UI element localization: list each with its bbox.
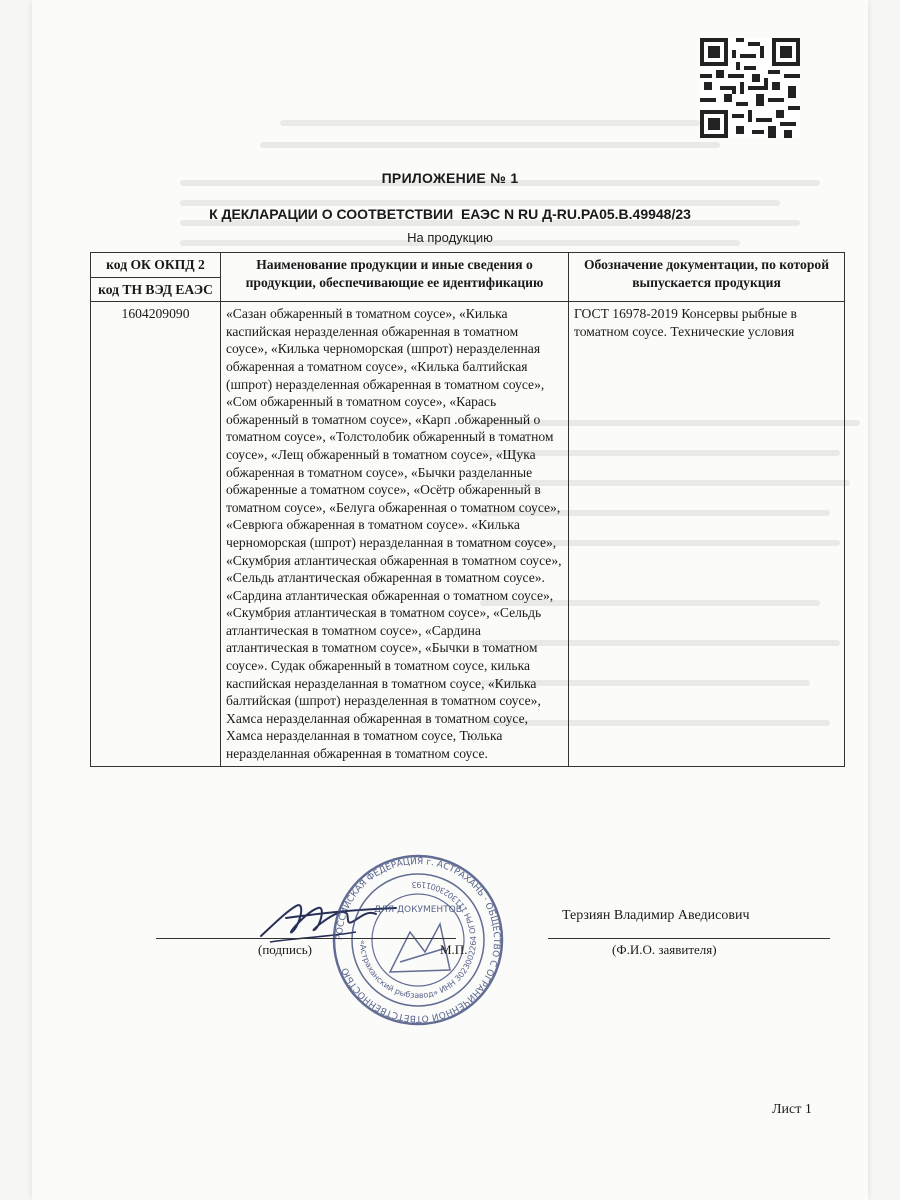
product-table [90, 252, 845, 767]
header-documentation: Обозначение документации, по которой выпускается продукция [569, 253, 845, 302]
signature-label: (подпись) [258, 942, 312, 957]
header-tnved: код ТН ВЭД ЕАЭС [91, 277, 221, 302]
round-seal [330, 852, 506, 1028]
standard-document: ГОСТ 16978-2019 Консервы рыбные в томатном соусе. Технические условия [569, 302, 845, 766]
for-product-label: На продукцию [407, 230, 493, 245]
header-okpd: код ОК ОКПД 2 [91, 253, 221, 278]
signature-line [156, 938, 456, 939]
qr-code [700, 38, 800, 138]
sheet-number: Лист 1 [772, 1102, 812, 1117]
header-product-name: Наименование продукции и иные сведения о продукции, обеспечивающие ее идентификацию [221, 253, 569, 302]
product-code: 1604209090 [91, 302, 221, 766]
seal-inner-text: «Астраханский рыбзавод» ИНН 3023002264 ОГРН 1113023001193 [357, 879, 479, 1001]
seal-center-text: ДЛЯ ДОКУМЕНТОВ [374, 905, 462, 915]
seal-outer-text: РОССИЙСКАЯ ФЕДЕРАЦИЯ г. АСТРАХАНЬ · ОБЩЕСТВО С ОГРАНИЧЕННОЙ ОТВЕТСТВЕННОСТЬЮ [334, 856, 502, 1024]
table-header-row [91, 253, 845, 278]
applicant-name-label: (Ф.И.О. заявителя) [612, 942, 717, 957]
seal-label: М.П. [440, 942, 468, 957]
name-line [548, 938, 830, 939]
applicant-name: Терзиян Владимир Аведисович [562, 908, 750, 923]
svg-text:«Астраханский рыбзавод» ИНН 30 [358, 880, 478, 1000]
declaration-reference: К ДЕКЛАРАЦИИ О СООТВЕТСТВИИ ЕАЭС N RU Д-RU.РА05.В.49948/23 [209, 206, 691, 222]
appendix-title: ПРИЛОЖЕНИЕ № 1 [381, 170, 519, 186]
table-row [91, 302, 845, 766]
product-list: «Сазан обжаренный в томатном соусе», «Килька каспийская неразделенная обжаренная в томатном соусе», «Килька черноморская (шпрот) неразделенная обжаренная а томатном соусе», «Килька балтийская (шпрот) неразделенная обжаренная в томатном соусе», «Сом обжаренный в томатном соусе», «Карась обжаренный в томатном соусе», «Карп .обжаренный о томатном соусе», «Толстолобик обжаренный в томатном соусе», «Лещ обжаренный в томатном соусе», «Щука обжаренная в томатном соусе», «Бычки разделанные обжаренные а томатном соусе», «Осётр обжаренный в томатном соусе», «Белуга обжаренная о томатном соусе», «Севрюга обжаренная в томатном соусе». «Килька черноморская (шпрот) неразделанная в томатном соусе», «Скумбрия атлантическая обжаренная в томатном соусе», «Сельдь атлантическая обжаренная в томатном соусе». «Сардина атлантическая обжаренная о томатном соусе», «Скумбрия атлантическая в томатном соусе», «Сельдь атлантическая в томатном соусе», «Сардина атлантическая в томатном соусе», «Бычки в томатном соусе». Судак обжаренный в томатном соусе, килька каспийская неразделанная в томатном соусе, «Килька балтийская (шпрот) неразделенная в томатном соусе», Хамса неразделанная обжаренная в томатном соусе, Хамса неразделанная в томатном соусе, Тюлька неразделанная обжаренная в томатном соусе. [221, 302, 569, 766]
